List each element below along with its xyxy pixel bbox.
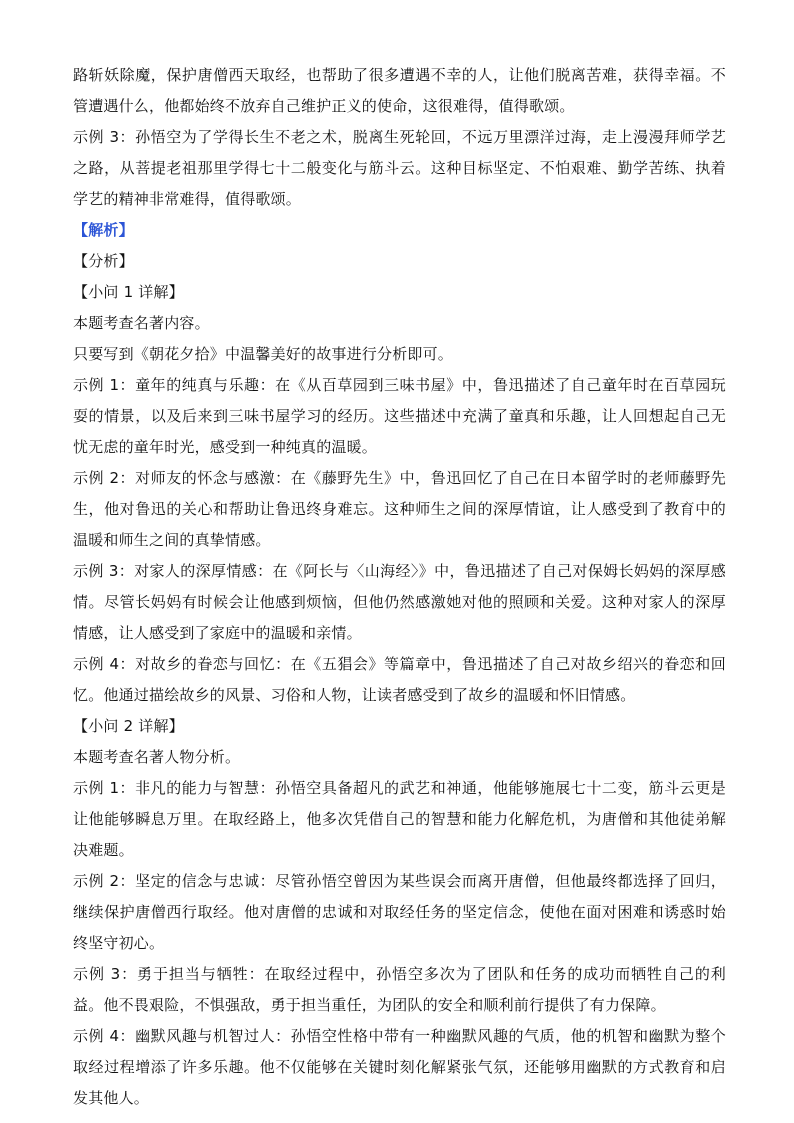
fenxi-heading: 【分析】 [73, 252, 134, 270]
paragraph-example-3-intro: 示例 3：孙悟空为了学得长生不老之术，脱离生死轮回，不远万里漂洋过海，走上漫漫拜师学艺之路，从菩提老祖那里学得七十二般变化与筋斗云。这种目标坚定、不怕艰难、勤学苦练、执着学艺的精神非常难得，值得歌颂。 [73, 128, 726, 208]
sub-question-2-heading: 【小问 2 详解】 [73, 717, 184, 735]
paragraph-q1-instruction: 只要写到《朝花夕拾》中温馨美好的故事进行分析即可。 [73, 345, 454, 363]
paragraph-q1-topic: 本题考查名著内容。 [73, 314, 210, 332]
paragraph-q1-example-4: 示例 4：对故乡的眷恋与回忆：在《五猖会》等篇章中，鲁迅描述了自己对故乡绍兴的眷恋和回忆。他通过描绘故乡的风景、习俗和人物，让读者感受到了故乡的温暖和怀旧情感。 [73, 655, 726, 704]
sub-question-1-heading: 【小问 1 详解】 [73, 283, 184, 301]
paragraph-q2-example-4: 示例 4：幽默风趣与机智过人：孙悟空性格中带有一种幽默风趣的气质，他的机智和幽默为整个取经过程增添了许多乐趣。他不仅能够在关键时刻化解紧张气氛，还能够用幽默的方式教育和启发其他人。 [73, 1027, 726, 1107]
paragraph-q2-example-1: 示例 1：非凡的能力与智慧：孙悟空具备超凡的武艺和神通，他能够施展七十二变，筋斗云更是让他能够瞬息万里。在取经路上，他多次凭借自己的智慧和能力化解危机，为唐僧和其他徒弟解决难题。 [73, 779, 726, 859]
paragraph-continuation: 路斩妖除魔，保护唐僧西天取经，也帮助了很多遭遇不幸的人，让他们脱离苦难，获得幸福。不管遭遇什么，他都始终不放弃自己维护正义的使命，这很难得，值得歌颂。 [73, 66, 726, 115]
paragraph-q1-example-3: 示例 3：对家人的深厚情感：在《阿长与〈山海经〉》中，鲁迅描述了自己对保姆长妈妈的深厚感情。尽管长妈妈有时候会让他感到烦恼，但他仍然感激她对他的照顾和关爱。这种对家人的深厚情感，让人感受到了家庭中的温暖和亲情。 [73, 562, 726, 642]
paragraph-q1-example-1: 示例 1：童年的纯真与乐趣：在《从百草园到三味书屋》中，鲁迅描述了自己童年时在百草园玩耍的情景，以及后来到三味书屋学习的经历。这些描述中充满了童真和乐趣，让人回想起自己无忧无虑的童年时光，感受到一种纯真的温暖。 [73, 376, 726, 456]
paragraph-q2-example-3: 示例 3：勇于担当与牺牲：在取经过程中，孙悟空多次为了团队和任务的成功而牺牲自己的利益。他不畏艰险，不惧强敌，勇于担当重任，为团队的安全和顺利前行提供了有力保障。 [73, 965, 726, 1014]
analysis-heading: 【解析】 [73, 221, 134, 239]
paragraph-q2-topic: 本题考查名著人物分析。 [73, 748, 241, 766]
paragraph-q2-example-2: 示例 2：坚定的信念与忠诚：尽管孙悟空曾因为某些误会而离开唐僧，但他最终都选择了回归，继续保护唐僧西行取经。他对唐僧的忠诚和对取经任务的坚定信念，使他在面对困难和诱惑时始终坚守初心。 [73, 872, 726, 952]
paragraph-q1-example-2: 示例 2：对师友的怀念与感激：在《藤野先生》中，鲁迅回忆了自己在日本留学时的老师藤野先生，他对鲁迅的关心和帮助让鲁迅终身难忘。这种师生之间的深厚情谊，让人感受到了教育中的温暖和师生之间的真挚情感。 [73, 469, 726, 549]
